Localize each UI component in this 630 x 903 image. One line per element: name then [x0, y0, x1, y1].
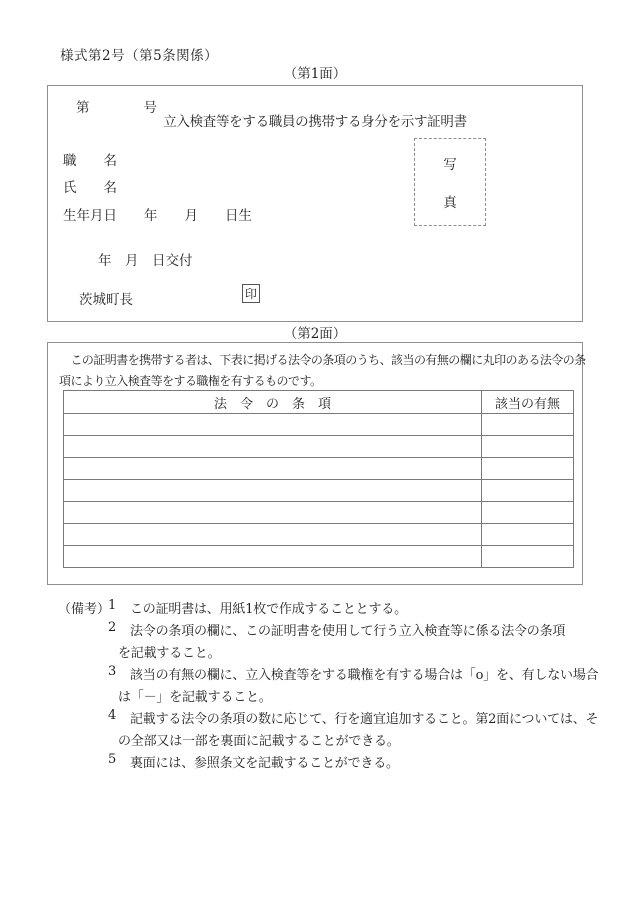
column-header-applicability: 該当の有無	[482, 391, 574, 414]
table-row	[64, 458, 574, 480]
photo-label-bottom: 真	[443, 195, 457, 211]
issuer-name: 茨城町長	[79, 292, 133, 308]
statement-line-1: この証明書を携帯する者は、下表に掲げる法令の条項のうち、該当の有無の欄に丸印のある法令の条	[59, 353, 586, 367]
certificate-title: 立入検査等をする職員の携帯する身分を示す証明書	[163, 114, 467, 130]
law-provision-cell	[64, 480, 482, 502]
applicability-cell	[482, 480, 574, 502]
note-text-continuation: を記載すること。	[118, 646, 221, 661]
issue-date-line: 年 月 日交付	[98, 253, 193, 269]
note-line	[0, 598, 630, 620]
law-provision-cell	[64, 414, 482, 436]
note-number: 3	[108, 664, 117, 679]
note-number: 2	[108, 620, 117, 635]
table-row	[64, 502, 574, 524]
certificate-back-box	[47, 342, 586, 585]
note-text: 記載する法令の条項の数に応じて、行を適宜追加すること。第2面については、そ	[130, 712, 599, 727]
photo-placeholder	[414, 138, 486, 226]
seal-mark: 印	[242, 284, 260, 303]
note-line	[0, 664, 630, 686]
form-number-label: 様式第2号（第5条関係）	[60, 48, 219, 64]
applicability-cell	[482, 436, 574, 458]
note-line	[0, 620, 630, 642]
statement-line-2: 項により立入検査等をする職権を有するものです。	[59, 374, 322, 388]
table-row	[64, 480, 574, 502]
note-line	[0, 642, 630, 664]
statement-paragraph	[59, 350, 586, 392]
law-provisions-table	[63, 390, 574, 568]
notes-heading: （備考）	[58, 602, 111, 617]
table-row	[64, 546, 574, 568]
name-field-label: 氏 名	[63, 180, 117, 196]
applicability-cell	[482, 458, 574, 480]
face2-label: （第2面）	[283, 326, 347, 342]
law-provision-cell	[64, 502, 482, 524]
table-header-row	[64, 391, 574, 414]
note-number: 5	[108, 752, 117, 767]
note-line	[0, 730, 630, 752]
certificate-front-box	[47, 85, 583, 322]
note-line	[0, 686, 630, 708]
law-provision-cell	[64, 458, 482, 480]
note-text: 裏面には、参照条文を記載することができる。	[130, 756, 399, 771]
applicability-cell	[482, 546, 574, 568]
law-provision-cell	[64, 546, 482, 568]
note-line	[0, 752, 630, 774]
law-provision-cell	[64, 524, 482, 546]
note-text-continuation: は「－」を記載すること。	[118, 690, 272, 705]
note-text: 該当の有無の欄に、立入検査等をする職権を有する場合は「o」を、有しない場合	[130, 668, 599, 683]
certificate-number-line: 第 号	[76, 100, 157, 116]
note-text: この証明書は、用紙1枚で作成することとする。	[130, 602, 407, 617]
applicability-cell	[482, 502, 574, 524]
job-title-field-label: 職 名	[63, 153, 117, 169]
photo-label-top: 写	[443, 157, 457, 173]
law-provision-cell	[64, 436, 482, 458]
applicability-cell	[482, 524, 574, 546]
face1-label: （第1面）	[283, 66, 347, 82]
table-row	[64, 414, 574, 436]
note-text-continuation: の全部又は一部を裏面に記載することができる。	[118, 734, 400, 749]
table-row	[64, 436, 574, 458]
note-number: 1	[108, 598, 117, 613]
column-header-law-provision: 法 令 の 条 項	[64, 391, 482, 414]
applicability-cell	[482, 414, 574, 436]
note-number: 4	[108, 708, 117, 723]
table-row	[64, 524, 574, 546]
note-text: 法令の条項の欄に、この証明書を使用して行う立入検査等に係る法令の条項	[130, 624, 566, 639]
birthdate-field-label: 生年月日 年 月 日生	[63, 208, 252, 224]
note-line	[0, 708, 630, 730]
